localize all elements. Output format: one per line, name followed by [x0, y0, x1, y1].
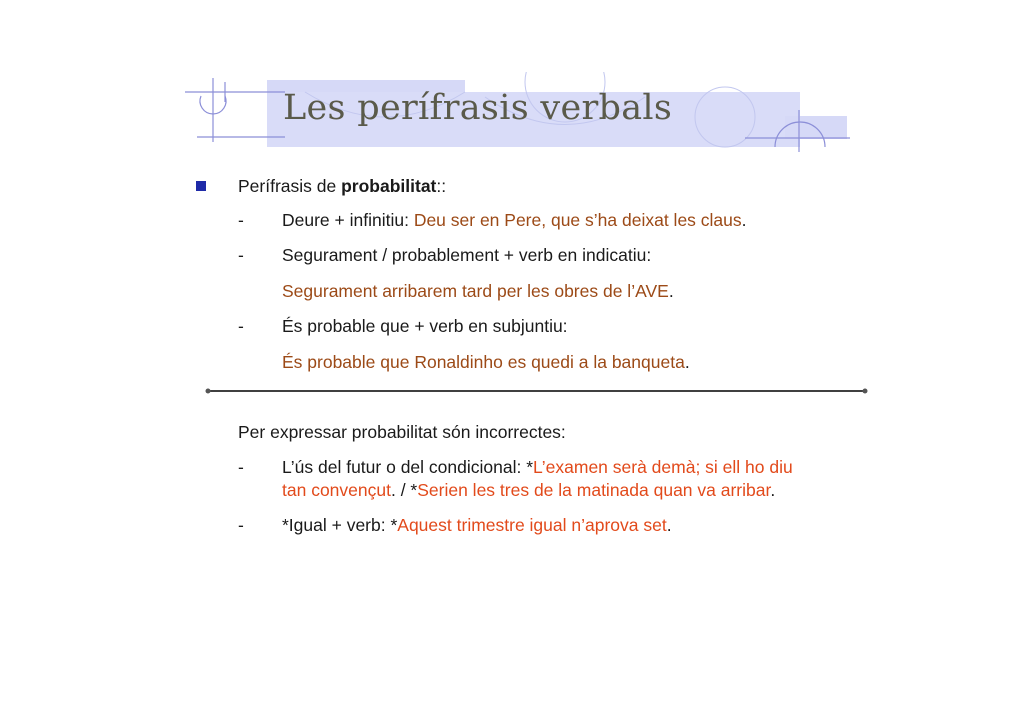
item-example: Segurament arribarem tard per les obres de l’AVE	[282, 281, 669, 301]
item-end: .	[741, 210, 747, 230]
bullet-square-icon	[196, 181, 206, 191]
section1-intro	[238, 176, 446, 196]
item-end: .	[668, 281, 674, 301]
item-label: Deure + infinitiu:	[282, 210, 414, 230]
item-example: L’examen serà demà; si ell ho diu	[533, 457, 793, 477]
intro-suffix: ::	[436, 176, 447, 196]
item-dash: -	[238, 457, 244, 477]
item-example: Deu ser en Pere, que s’ha deixat les claus	[413, 210, 742, 230]
item-dash: -	[238, 515, 244, 535]
item-end: .	[684, 352, 690, 372]
list-item	[282, 281, 674, 301]
list-item	[282, 515, 672, 535]
slide-title: Les perífrasis verbals	[283, 88, 673, 128]
list-item-continuation	[282, 480, 775, 500]
item-middle: . / *	[390, 480, 418, 500]
item-example: Aquest trimestre igual n’aprova set	[397, 515, 667, 535]
list-item	[282, 457, 793, 477]
item-dash: -	[238, 316, 244, 336]
item-dash: -	[238, 210, 244, 230]
item-label: *Igual + verb: *	[282, 515, 398, 535]
section2-intro: Per expressar probabilitat són incorrectes:	[238, 422, 566, 442]
item-label: L’ús del futur o del condicional: *	[282, 457, 533, 477]
item-end: .	[770, 480, 776, 500]
intro-bold: probabilitat	[341, 176, 437, 196]
item-example: És probable que Ronaldinho es quedi a la banqueta	[282, 352, 685, 372]
item-example: tan convençut	[282, 480, 391, 500]
item-label: És probable que + verb en subjuntiu:	[282, 316, 568, 336]
item-example: Serien les tres de la matinada quan va arribar	[417, 480, 771, 500]
list-item	[282, 210, 747, 230]
list-item	[282, 352, 690, 372]
item-label: Segurament / probablement + verb en indicatiu:	[282, 245, 652, 265]
item-end: .	[666, 515, 672, 535]
item-dash: -	[238, 245, 244, 265]
section-divider	[205, 388, 868, 394]
intro-prefix: Perífrasis de	[238, 176, 342, 196]
